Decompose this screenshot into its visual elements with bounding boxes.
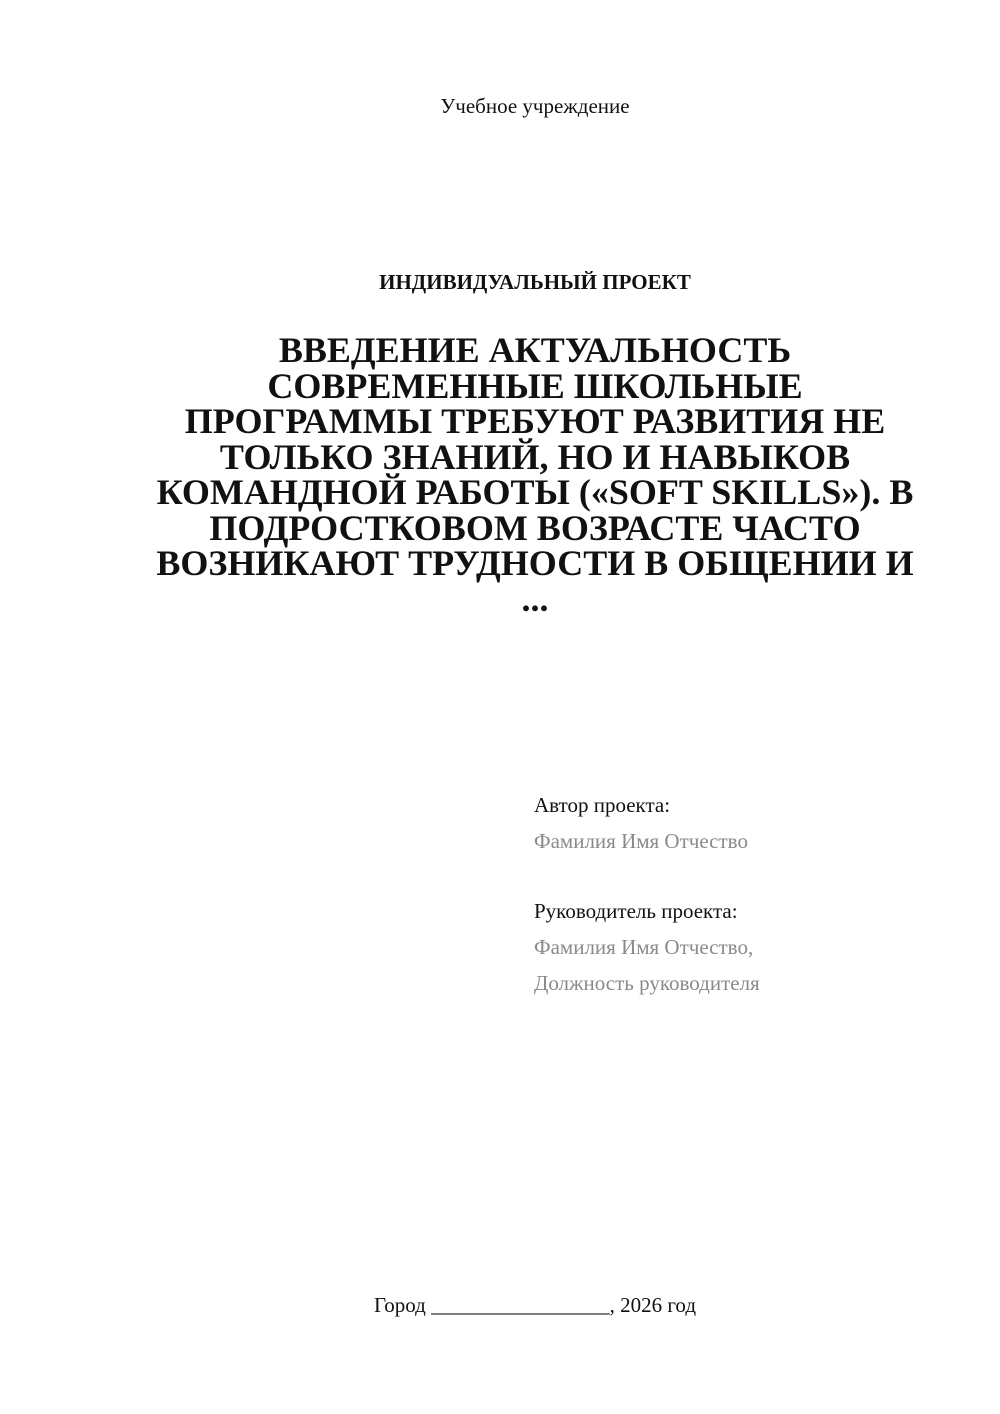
project-type-heading: ИНДИВИДУАЛЬНЫЙ ПРОЕКТ <box>379 270 691 294</box>
supervisor-name: Фамилия Имя Отчество, <box>534 935 754 959</box>
supervisor-position: Должность руководителя <box>534 971 760 995</box>
supervisor-label: Руководитель проекта: <box>534 899 738 923</box>
author-label: Автор проекта: <box>534 793 671 817</box>
project-title: ВВЕДЕНИЕ АКТУАЛЬНОСТЬ СОВРЕМЕННЫЕ ШКОЛЬНЫЕ ПРОГРАММЫ ТРЕБУЮТ РАЗВИТИЯ НЕ ТОЛЬКО ЗНАНИЙ, НО И НАВЫКОВ КОМАНДНОЙ РАБОТЫ («SOFT SKILLS»). В ПОДРОСТКОВОМ ВОЗРАСТЕ ЧАСТО ВОЗНИКАЮТ ТРУДНОСТИ В ОБЩЕНИИ И ... <box>156 330 914 619</box>
institution-name: Учебное учреждение <box>440 94 630 118</box>
author-block <box>534 787 974 859</box>
author-name: Фамилия Имя Отчество <box>534 829 748 853</box>
city-year-line: Город _________________, 2026 год <box>373 1293 697 1317</box>
supervisor-block <box>534 893 974 1001</box>
